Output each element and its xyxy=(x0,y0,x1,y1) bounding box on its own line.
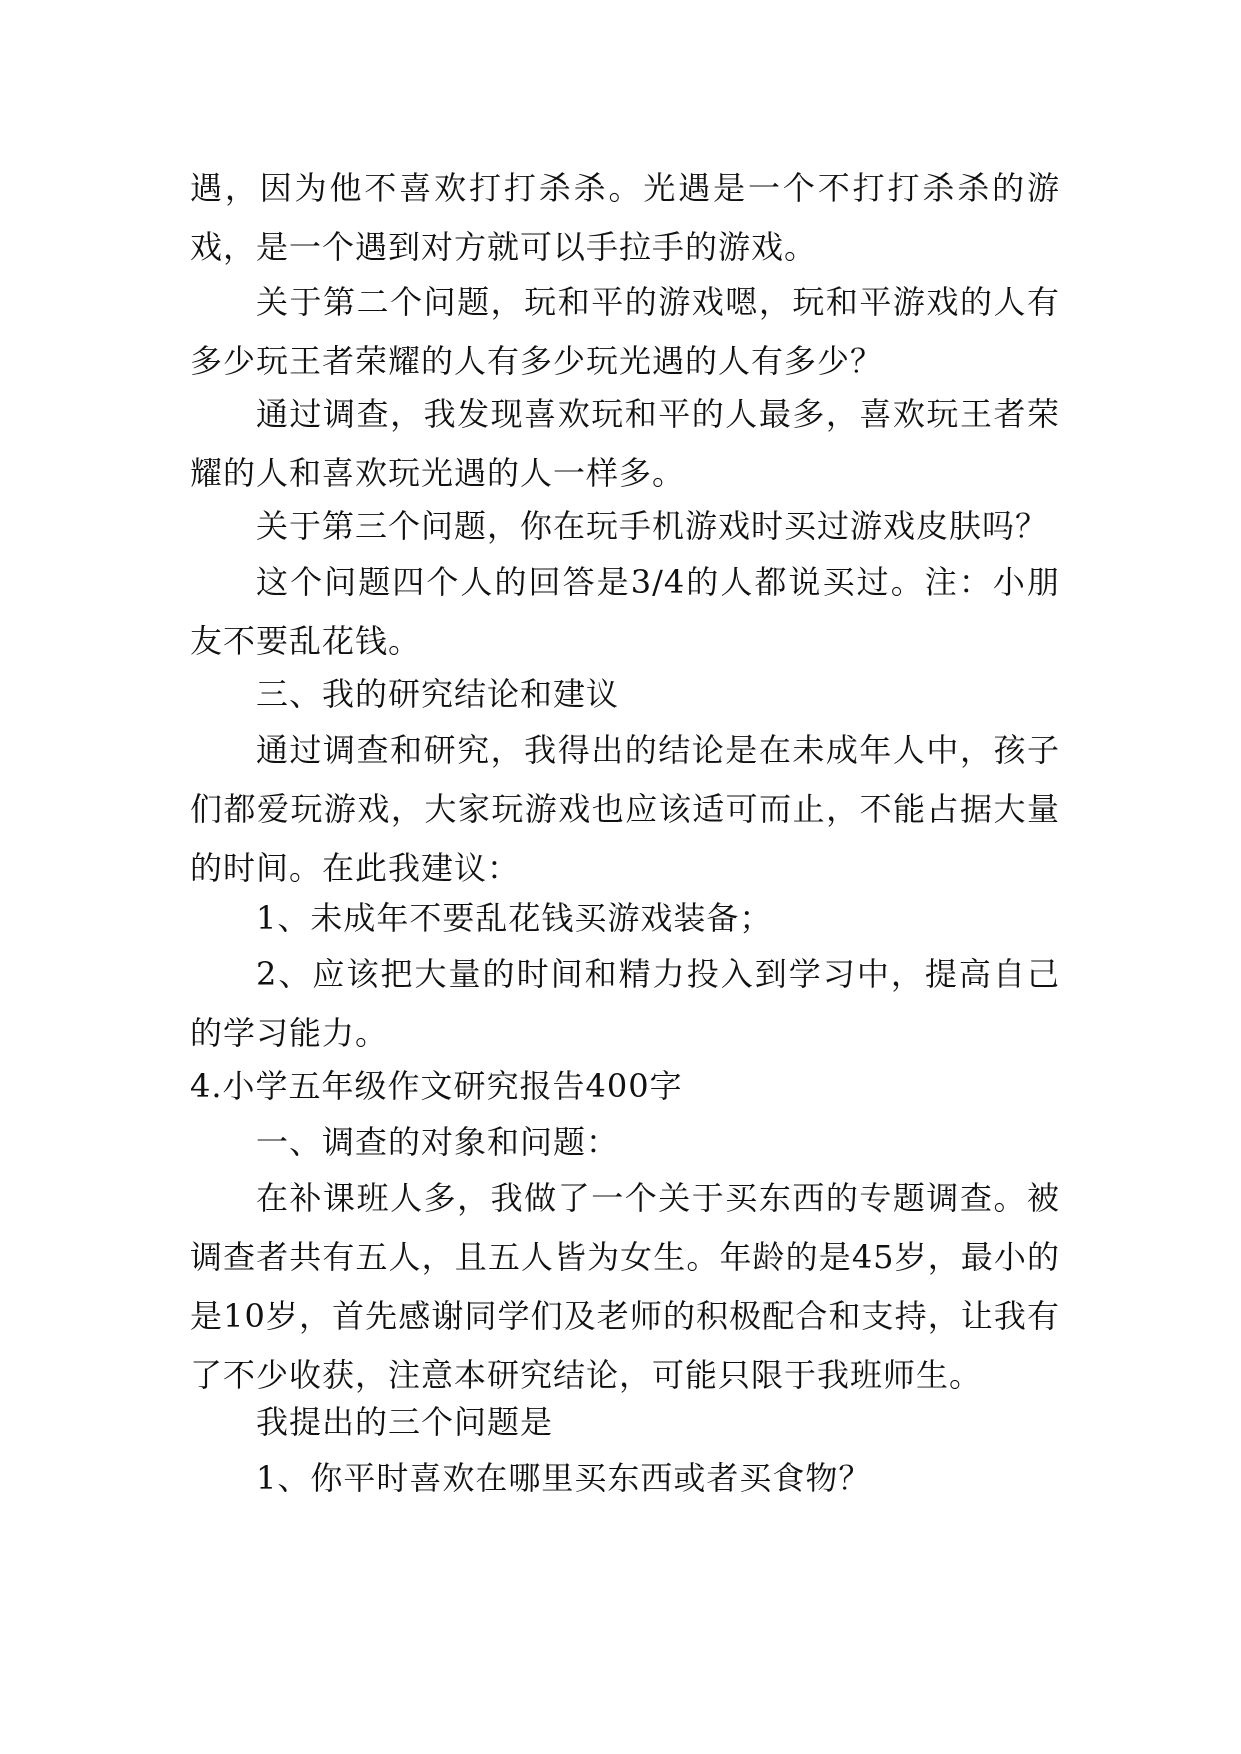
paragraph-question-three: 关于第三个问题，你在玩手机游戏时买过游戏皮肤吗？ xyxy=(256,507,1049,545)
paragraph-questions-intro: 我提出的三个问题是 xyxy=(256,1403,554,1441)
paragraph-question-two: 关于第二个问题，玩和平的游戏嗯，玩和平游戏的人有多少玩王者荣耀的人有多少玩光遇的人有多少？ xyxy=(190,283,1060,380)
paragraph-survey-result: 通过调查，我发现喜欢玩和平的人最多，喜欢玩王者荣耀的人和喜欢玩光遇的人一样多。 xyxy=(190,395,1060,492)
section-heading-subjects: 一、调查的对象和问题： xyxy=(256,1123,620,1161)
paragraph-conclusion: 通过调查和研究，我得出的结论是在未成年人中，孩子们都爱玩游戏，大家玩游戏也应该适可而止，不能占据大量的时间。在此我建议： xyxy=(190,731,1060,887)
paragraph-survey-intro: 在补课班人多，我做了一个关于买东西的专题调查。被调查者共有五人，且五人皆为女生。年龄的是45岁，最小的是10岁，首先感谢同学们及老师的积极配合和支持，让我有了不少收获，注意本研究结论，可能只限于我班师生。 xyxy=(190,1179,1060,1394)
article-title: 4.小学五年级作文研究报告400字 xyxy=(190,1067,683,1105)
list-item-suggestion-1: 1、未成年不要乱花钱买游戏装备； xyxy=(256,899,773,937)
list-item-suggestion-2: 2、应该把大量的时间和精力投入到学习中，提高自己的学习能力。 xyxy=(190,955,1060,1052)
section-heading-conclusion: 三、我的研究结论和建议 xyxy=(256,675,620,713)
paragraph-answer-three: 这个问题四个人的回答是3/4的人都说买过。注：小朋友不要乱花钱。 xyxy=(190,563,1060,660)
list-item-question-1: 1、你平时喜欢在哪里买东西或者买食物？ xyxy=(256,1459,872,1497)
paragraph-continuation: 遇，因为他不喜欢打打杀杀。光遇是一个不打打杀杀的游戏，是一个遇到对方就可以手拉手的游戏。 xyxy=(190,169,1060,266)
